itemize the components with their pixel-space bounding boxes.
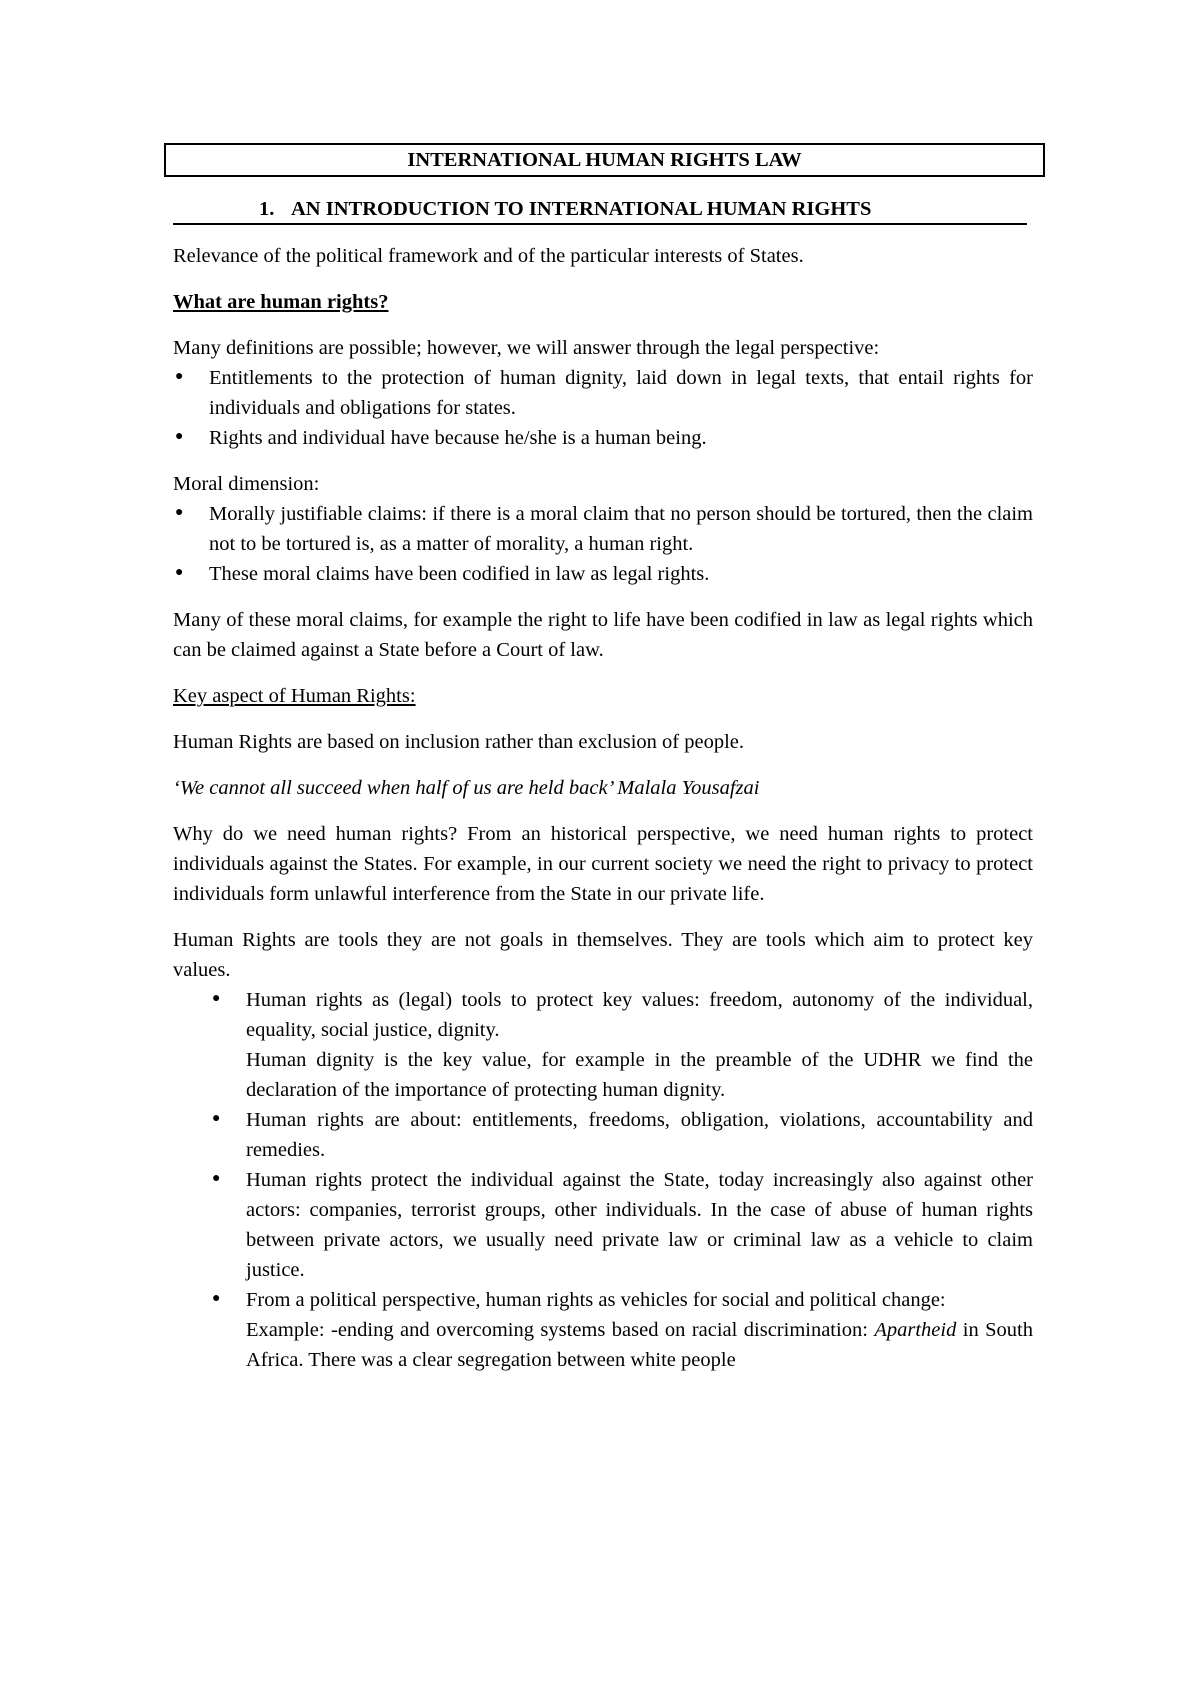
example-italic-term: Apartheid bbox=[874, 1319, 957, 1341]
paragraph-moral-dimension: Moral dimension: bbox=[173, 473, 320, 495]
example-text: Example: -ending and overcoming systems based on racial discrimination: bbox=[246, 1319, 875, 1341]
example-text-continued: in South Africa. There was a clear segregation between white people bbox=[246, 1319, 1033, 1371]
moral-claims-list bbox=[173, 499, 1033, 589]
paragraph-tools: Human Rights are tools they are not goals in themselves. They are tools which aim to protect key values. bbox=[173, 929, 1033, 981]
bullet-icon bbox=[175, 559, 183, 589]
list-item bbox=[173, 363, 1033, 423]
bullet-icon bbox=[212, 1105, 220, 1135]
bullet-icon bbox=[212, 1165, 220, 1195]
list-item bbox=[173, 559, 1033, 589]
list-item-subtext: Human dignity is the key value, for example in the preamble of the UDHR we find the declaration of the importance of protecting human dignity. bbox=[246, 1049, 1033, 1101]
bullet-icon bbox=[212, 985, 220, 1015]
paragraph-codified: Many of these moral claims, for example the right to life have been codified in law as legal rights which can be claimed against a State before a Court of law. bbox=[173, 609, 1033, 661]
heading-key-aspect: Key aspect of Human Rights: bbox=[173, 685, 416, 707]
list-item bbox=[173, 985, 1033, 1105]
bullet-icon bbox=[212, 1285, 220, 1315]
paragraph-inclusion: Human Rights are based on inclusion rather than exclusion of people. bbox=[173, 731, 745, 753]
list-item-text: Entitlements to the protection of human dignity, laid down in legal texts, that entail rights for individuals and obligations for states. bbox=[209, 367, 1033, 419]
paragraph-relevance: Relevance of the political framework and of the particular interests of States. bbox=[173, 245, 804, 267]
paragraph-why-human-rights: Why do we need human rights? From an historical perspective, we need human rights to protect individuals against the States. For example, in our current society we need the right to privacy to protect individuals form unlawful interference from the State in our private life. bbox=[173, 823, 1033, 905]
legal-definition-list bbox=[173, 363, 1033, 453]
key-values-list bbox=[173, 985, 1033, 1105]
heading-what-are-human-rights: What are human rights? bbox=[173, 291, 389, 313]
list-item-text: Human rights as (legal) tools to protect key values: freedom, autonomy of the individual, equality, social justice, dignity. bbox=[246, 989, 1033, 1041]
list-item bbox=[173, 1105, 1033, 1165]
quote-malala: ‘We cannot all succeed when half of us are held back’ Malala Yousafzai bbox=[173, 777, 760, 799]
section-number: 1. bbox=[259, 198, 275, 220]
paragraph-definitions: Many definitions are possible; however, we will answer through the legal perspective: bbox=[173, 337, 880, 359]
bullet-icon bbox=[175, 423, 183, 453]
document-page bbox=[173, 143, 1033, 1375]
list-item-text: Human rights protect the individual against the State, today increasingly also against other actors: companies, terrorist groups, other individuals. In the case of abuse of human rights between private actors, we usually need private law or criminal law as a vehicle to claim justice. bbox=[246, 1169, 1033, 1281]
list-item bbox=[173, 499, 1033, 559]
bullet-icon bbox=[175, 499, 183, 529]
list-item bbox=[173, 1285, 1033, 1375]
rights-features-list bbox=[173, 1105, 1033, 1375]
list-item bbox=[173, 423, 1033, 453]
bullet-icon bbox=[175, 363, 183, 393]
document-title: INTERNATIONAL HUMAN RIGHTS LAW bbox=[407, 149, 802, 171]
list-item-text: Rights and individual have because he/she is a human being. bbox=[209, 427, 707, 449]
document-title-box bbox=[164, 143, 1045, 177]
section-heading-text: AN INTRODUCTION TO INTERNATIONAL HUMAN RIGHTS bbox=[291, 198, 872, 220]
section-heading bbox=[173, 195, 1027, 225]
list-item-text: From a political perspective, human rights as vehicles for social and political change: bbox=[246, 1289, 946, 1311]
list-item-text: Human rights are about: entitlements, freedoms, obligation, violations, accountability and remedies. bbox=[246, 1109, 1033, 1161]
list-item bbox=[173, 1165, 1033, 1285]
list-item-text: Morally justifiable claims: if there is a moral claim that no person should be tortured, then the claim not to be tortured is, as a matter of morality, a human right. bbox=[209, 503, 1033, 555]
list-item-text: These moral claims have been codified in law as legal rights. bbox=[209, 563, 710, 585]
